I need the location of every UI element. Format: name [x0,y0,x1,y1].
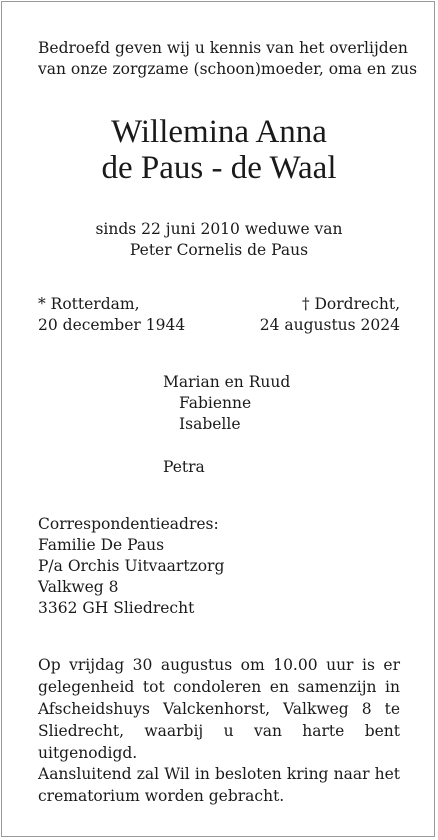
birth-place: * Rotterdam, [38,295,140,313]
intro-line-2: van onze zorgzame (schoon)moeder, oma en zus [38,60,418,78]
deceased-name-line-1: Willemina Anna [111,114,327,150]
correspondence-line-1: Familie De Paus [38,536,165,554]
correspondence-heading: Correspondentieadres: [38,515,219,533]
intro-line-1: Bedroefd geven wij u kennis van het overlijden [38,39,408,57]
correspondence-line-4: 3362 GH Sliedrecht [38,599,195,617]
family-line-1: Marian en Ruud [163,373,291,391]
condolence-paragraph: Op vrijdag 30 augustus om 10.00 uur is er gelegenheid tot condoleren en samenzijn in Afscheidshuys Valckenhorst, Valkweg 8 te Sliedrecht, waarbij u van harte bent uitgenodigd. [38,656,400,762]
correspondence-line-2: P/a Orchis Uitvaartzorg [38,557,225,575]
family-line-2: Fabienne [179,394,252,412]
correspondence-line-3: Valkweg 8 [38,578,119,596]
death-date: 24 augustus 2024 [259,316,400,334]
deceased-name-line-2: de Paus - de Waal [101,150,337,186]
family-line-3: Isabelle [179,415,241,433]
death-place: † Dordrecht, [301,295,400,313]
widow-line-2: Peter Cornelis de Paus [129,241,309,259]
family-line-4: Petra [163,458,205,476]
widow-line-1: sinds 22 juni 2010 weduwe van [95,220,343,238]
birth-date: 20 december 1944 [38,316,186,334]
cremation-paragraph: Aansluitend zal Wil in besloten kring naar het crematorium worden gebracht. [38,765,400,805]
